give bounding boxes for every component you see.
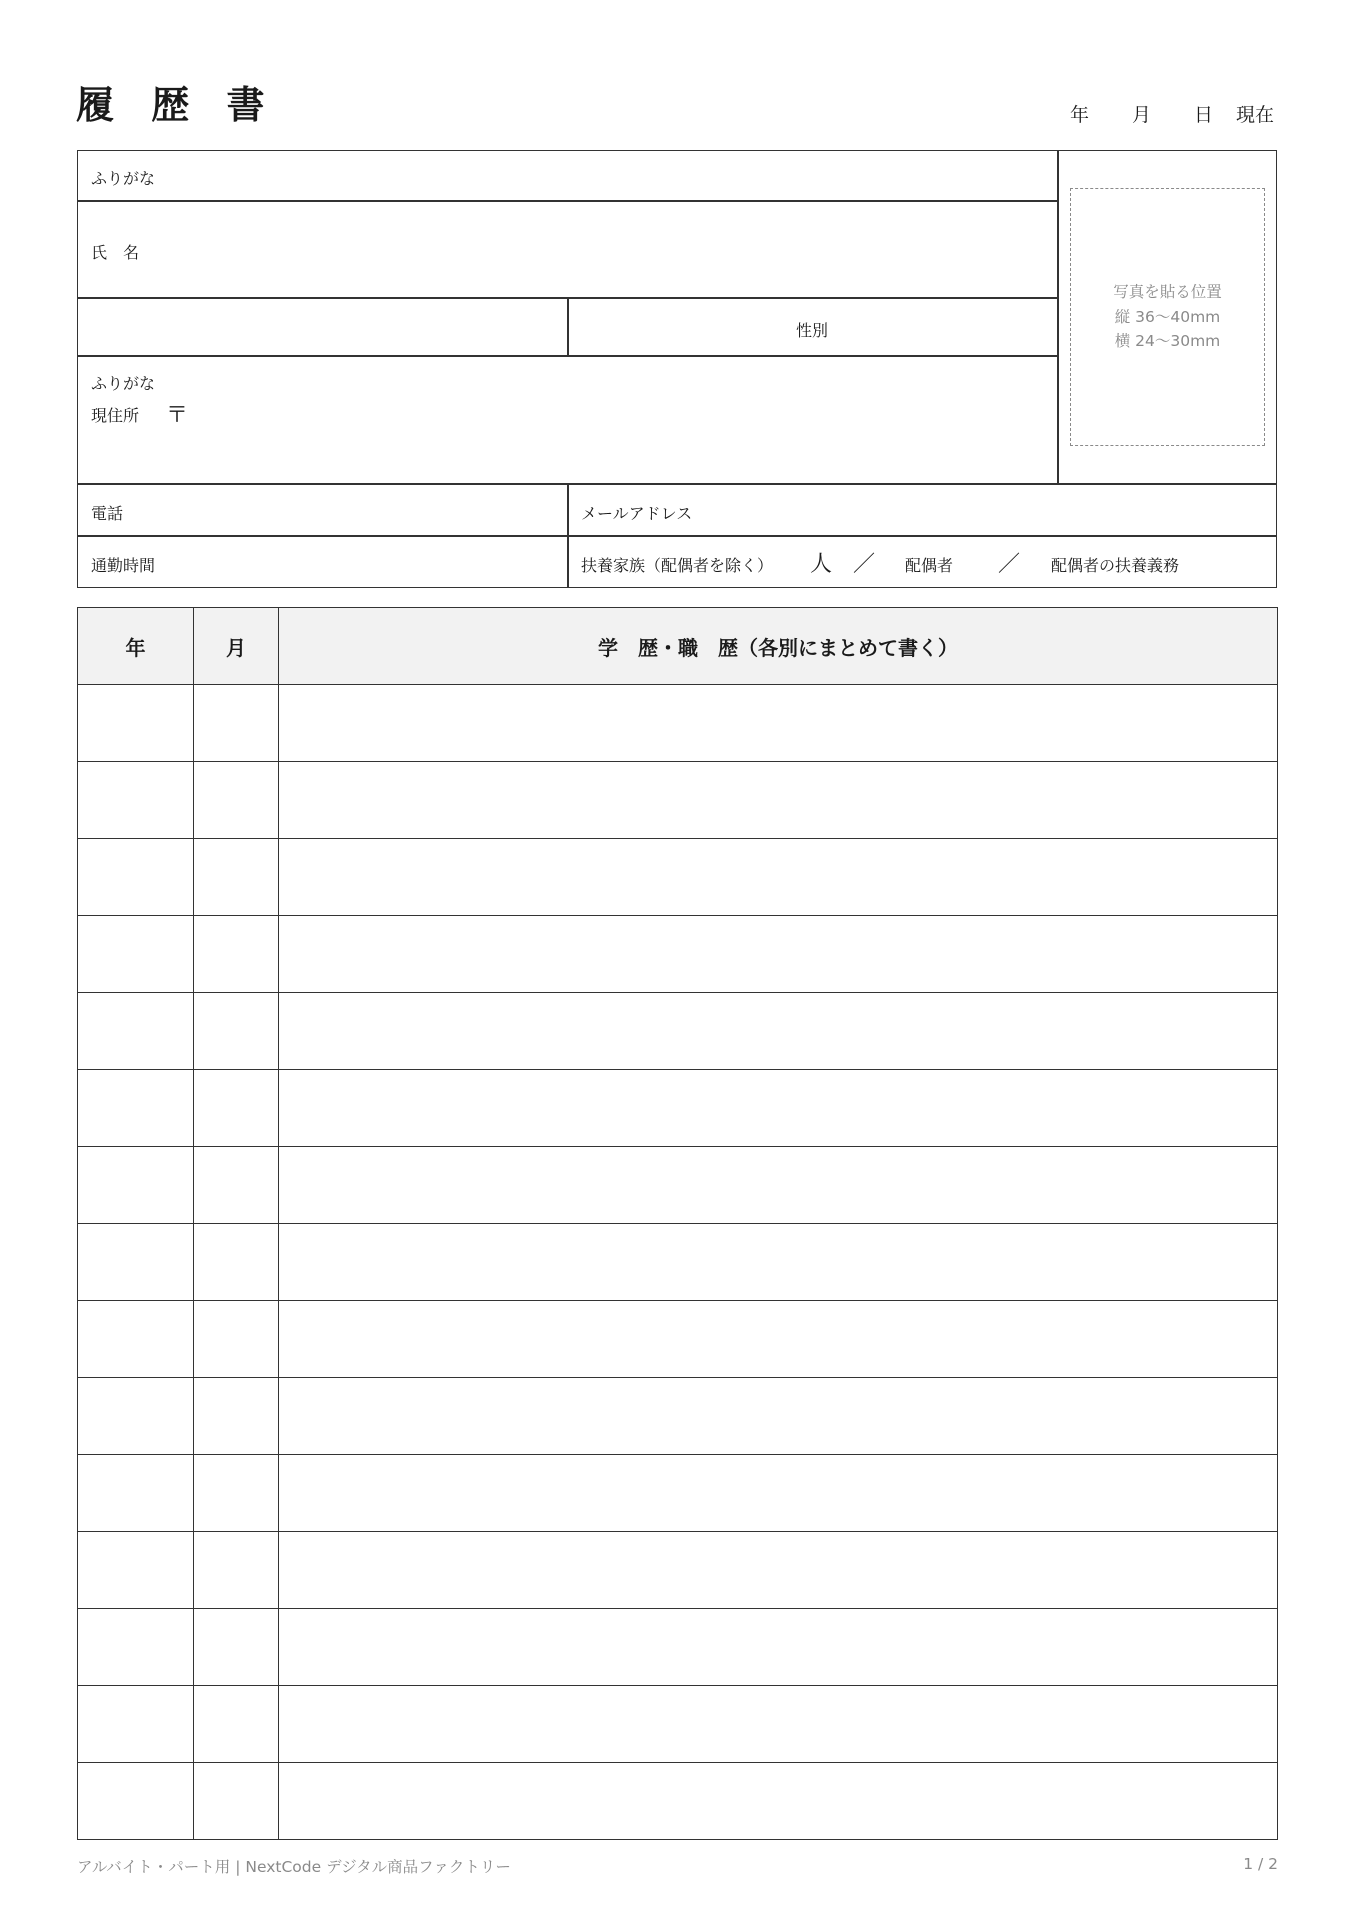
month-cell[interactable] [194,1455,279,1532]
detail-cell[interactable] [279,1378,1278,1455]
table-row [78,1301,1278,1378]
detail-cell[interactable] [279,1455,1278,1532]
month-cell[interactable] [194,1147,279,1224]
table-row [78,1532,1278,1609]
spouse-label: 配偶者 [905,556,954,575]
gender-label: 性別 [796,321,829,340]
date-now-label: 現在 [1236,104,1275,126]
history-rows [78,685,1278,1840]
photo-line-2: 縦 36〜40mm [1114,307,1221,326]
dependents-unit: 人 [810,552,833,577]
month-cell[interactable] [194,1070,279,1147]
month-cell[interactable] [194,685,279,762]
year-cell[interactable] [78,1455,194,1532]
detail-cell[interactable] [279,1147,1278,1224]
detail-cell[interactable] [279,1763,1278,1840]
photo-line-1: 写真を貼る位置 [1113,283,1222,301]
commute-label: 通勤時間 [91,556,156,575]
detail-cell[interactable] [279,1224,1278,1301]
year-cell[interactable] [78,1070,194,1147]
year-cell[interactable] [78,1686,194,1763]
month-cell[interactable] [194,993,279,1070]
page-number: 1 / 2 [1243,1855,1278,1873]
detail-cell[interactable] [279,1609,1278,1686]
contact-divider [567,483,569,588]
month-cell[interactable] [194,1301,279,1378]
table-row [78,1763,1278,1840]
year-cell[interactable] [78,762,194,839]
photo-line-3: 横 24〜30mm [1114,332,1221,350]
year-cell[interactable] [78,1532,194,1609]
postal-mark: 〒 [166,403,189,428]
table-row [78,762,1278,839]
slash-separator: ／ [853,552,876,577]
month-cell[interactable] [194,1378,279,1455]
table-row [78,1455,1278,1532]
detail-cell[interactable] [279,1686,1278,1763]
year-cell[interactable] [78,685,194,762]
page-title: 履 歴 書 [76,83,277,127]
date-day-label: 日 [1194,104,1214,126]
table-row [78,1609,1278,1686]
year-cell[interactable] [78,1378,194,1455]
year-cell[interactable] [78,1224,194,1301]
detail-cell[interactable] [279,685,1278,762]
table-row [78,1070,1278,1147]
name-label: 氏 名 [91,243,140,262]
month-cell[interactable] [194,1224,279,1301]
month-cell[interactable] [194,1532,279,1609]
table-row [78,916,1278,993]
detail-cell[interactable] [279,1070,1278,1147]
table-row [78,1686,1278,1763]
dependents-label: 扶養家族（配偶者を除く） [581,556,774,575]
detail-cell[interactable] [279,993,1278,1070]
year-cell[interactable] [78,839,194,916]
month-cell[interactable] [194,1609,279,1686]
phone-label: 電話 [91,504,124,523]
divider-phone [77,535,1277,537]
detail-cell[interactable] [279,762,1278,839]
date-year-label: 年 [1070,104,1090,126]
col-year-header: 年 [78,608,194,685]
year-cell[interactable] [78,916,194,993]
table-row [78,993,1278,1070]
photo-instructions [1070,280,1265,354]
year-cell[interactable] [78,1301,194,1378]
education-work-history-table [77,607,1278,1840]
year-cell[interactable] [78,993,194,1070]
year-cell[interactable] [78,1763,194,1840]
divider-furigana [77,200,1058,202]
gender-divider [567,297,569,356]
date-line [1070,100,1280,130]
slash-separator: ／ [998,552,1021,577]
detail-cell[interactable] [279,916,1278,993]
table-row [78,1224,1278,1301]
furigana-label: ふりがな [91,169,156,188]
spouse-support-label: 配偶者の扶養義務 [1051,556,1180,575]
month-cell[interactable] [194,839,279,916]
detail-cell[interactable] [279,839,1278,916]
col-detail-header: 学 歴・職 歴（各別にまとめて書く） [279,608,1278,685]
month-cell[interactable] [194,916,279,993]
col-month-header: 月 [194,608,279,685]
detail-cell[interactable] [279,1532,1278,1609]
month-cell[interactable] [194,1763,279,1840]
divider-address [77,483,1277,485]
table-row [78,1378,1278,1455]
footer-credit: アルバイト・パート用 | NextCode デジタル商品ファクトリー [77,1858,511,1876]
address-furigana-label: ふりがな [91,374,156,393]
table-row [78,685,1278,762]
table-row [78,1147,1278,1224]
month-cell[interactable] [194,762,279,839]
year-cell[interactable] [78,1609,194,1686]
table-row [78,839,1278,916]
date-month-label: 月 [1132,104,1152,126]
year-cell[interactable] [78,1147,194,1224]
detail-cell[interactable] [279,1301,1278,1378]
address-label: 現住所 [91,406,140,425]
month-cell[interactable] [194,1686,279,1763]
table-header-row [78,608,1278,685]
email-label: メールアドレス [581,504,693,523]
